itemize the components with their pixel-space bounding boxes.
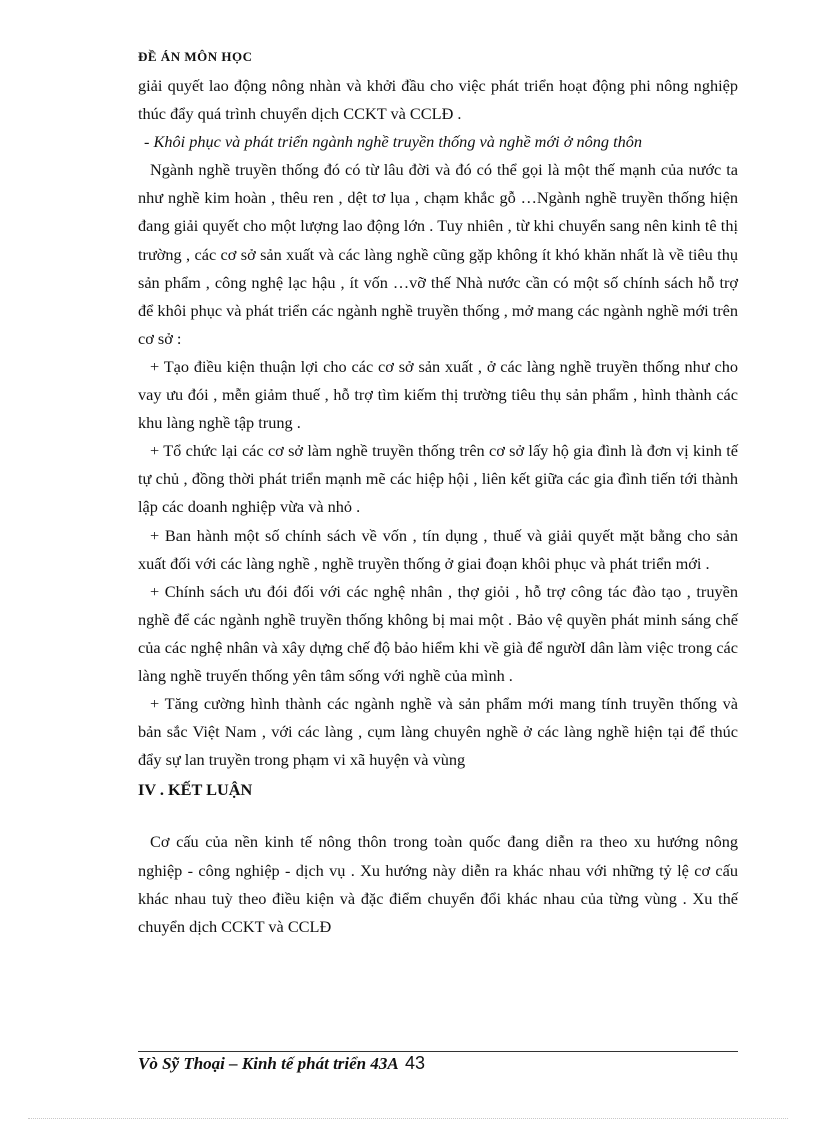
subheading-restore-crafts: - Khôi phục và phát triển ngành nghề truyền thống và nghề mới ở nông thôn — [144, 132, 643, 152]
document-body — [138, 72, 738, 941]
paragraph-continuation: giải quyết lao động nông nhàn và khởi đầu cho việc phát triển hoạt động phi nông nghiệp thúc đẩy quá trình chuyển dịch CCKT và CCLĐ . — [138, 76, 738, 124]
page-footer — [138, 1053, 425, 1074]
bullet-capital-policies: + Ban hành một số chính sách về vốn , tín dụng , thuế và giải quyết mặt bằng cho sản xuất đối với các làng nghề , nghề truyền thống ở giai đoạn khôi phục và phát triển mới . — [138, 525, 738, 573]
bullet-artisan-incentives: + Chính sách ưu đói đối với các nghệ nhân , thợ giỏi , hỗ trợ công tác đào tạo , truyền nghề để các ngành nghề truyền thống không bị mai một . Bảo vệ quyền phát minh sáng chế của các nghệ nhân và xây dựng chế độ bảo hiểm khi về già để ngườI dân làm việc trong các làng nghề truyến thống yên tâm sống với nghề của mình . — [138, 581, 738, 685]
paragraph-conclusion: Cơ cấu của nền kinh tế nông thôn trong toàn quốc đang diễn ra theo xu hướng nông nghiệp - công nghiệp - dịch vụ . Xu hướng này diễn ra khác nhau với những tỷ lệ cơ cấu khác nhau tuỳ theo điều kiện và đặc điểm chuyển đổi khác nhau của từng vùng . Xu thế chuyển dịch CCKT và CCLĐ — [138, 832, 738, 936]
section-spacer — [138, 804, 738, 828]
page-number: 43 — [405, 1053, 426, 1073]
paragraph-traditional-crafts: Ngành nghề truyền thống đó có từ lâu đời và đó có thể gọi là một thế mạnh của nước ta như nghề kim hoàn , thêu ren , dệt tơ lụa , chạm khắc gỗ …Ngành nghề truyền thống hiện đang giải quyết cho một lượng lao động lớn . Tuy nhiên , từ khi chuyển sang nên kinh tê thị trường , các cơ sở sản xuất và các làng nghề cũng gặp không ít khó khăn nhất là về tiêu thụ sản phẩm , công nghệ lạc hậu , ít vốn …vỡ thế Nhà nước cần có một số chính sách hỗ trợ để khôi phục và phát triển các ngành nghề truyền thống , mở mang các ngành nghề mới trên cơ sở : — [138, 160, 738, 348]
bullet-reorganize-units: + Tổ chức lại các cơ sở làm nghề truyền thống trên cơ sở lấy hộ gia đình là đơn vị kinh tế tự chủ , đồng thời phát triển mạnh mẽ các hiệp hội , liên kết giữa các gia đình tiến tới thành lập các doanh nghiệp vừa và nhỏ . — [138, 441, 738, 517]
bullet-favorable-conditions: + Tạo điều kiện thuận lợi cho các cơ sở sản xuất , ở các làng nghề truyền thống như cho vay ưu đói , mễn giảm thuế , hỗ trợ tìm kiếm thị trường tiêu thụ sản phẩm , hình thành các khu làng nghề tập trung . — [138, 356, 738, 433]
footer-divider — [138, 1051, 738, 1052]
section-heading-conclusion: IV . KẾT LUẬN — [138, 780, 253, 800]
footer-author: Vò Sỹ Thoại – Kinh tế phát triển 43A — [138, 1054, 398, 1073]
page-bottom-border — [28, 1118, 788, 1119]
page-header: ĐỀ ÁN MÔN HỌC — [138, 49, 253, 64]
bullet-new-crafts: + Tăng cường hình thành các ngành nghề và sản phẩm mới mang tính truyền thống và bản sắc Việt Nam , với các làng , cụm làng chuyên nghề ở các làng nghề hiện tại để thúc đẩy sự lan truyền trong phạm vi xã huyện và vùng — [138, 694, 738, 770]
